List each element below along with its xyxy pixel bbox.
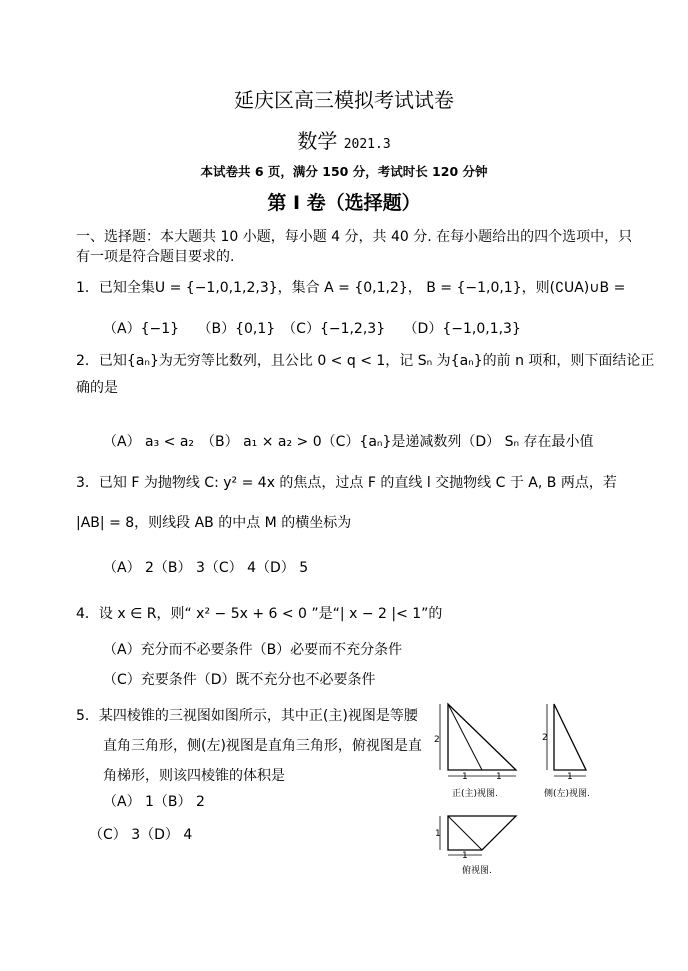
front-width-label-2: 1 [496,772,502,782]
q4-stem: 4．设 x ∈ R，则“ x² − 5x + 6 < 0 ”是“| x − 2 |< 1”的 [76,606,443,622]
exam-title: 延庆区高三模拟考试试卷 [234,88,454,112]
subject-line [0,125,688,154]
side-height-label: 2 [542,733,548,743]
section-title: 第 I 卷（选择题） [267,192,421,214]
q5-options-line-1: （A） 1（B） 2 [103,794,205,810]
three-view-figure [436,698,606,878]
instructions-line-1: 一、选择题：本大题共 10 小题，每小题 4 分，共 40 分. 在每小题给出的四个选项中，只 [76,229,633,245]
q5-stem-line-3: 角梯形，则该四棱锥的体积是 [103,768,285,784]
front-width-label-1: 1 [462,772,468,782]
exam-note: 本试卷共 6 页，满分 150 分，考试时长 120 分钟 [200,164,488,179]
front-view [434,704,516,799]
side-view [542,704,590,799]
q2-stem-line-1: 2．已知{aₙ}为无穷等比数列，且公比 0 < q < 1，记 Sₙ 为{aₙ}的前 n 项和，则下面结论正 [76,353,655,369]
side-view-caption: 侧(左)视图. [544,789,590,799]
side-width-label: 1 [567,772,573,782]
q2-stem-line-2: 确的是 [76,380,118,396]
subject-name: 数学 [297,129,338,153]
q2-options: （A） a₃ < a₂ （B） a₁ × a₂ > 0（C）{aₙ}是递减数列（D） Sₙ 存在最小值 [103,434,594,450]
top-height-label: 1 [435,829,441,839]
q5-stem-line-2: 直角三角形，侧(左)视图是直角三角形，俯视图是直 [103,738,422,754]
q3-stem-line-1: 3．已知 F 为抛物线 C: y² = 4x 的焦点，过点 F 的直线 l 交抛物线 C 于 A, B 两点，若 [76,475,617,491]
q3-stem-line-2: |AB| = 8，则线段 AB 的中点 M 的横坐标为 [76,515,352,531]
top-view-caption: 俯视图. [462,866,492,876]
top-view [435,816,516,876]
instructions-line-2: 有一项是符合题目要求的. [76,249,235,265]
q1-stem: 1．已知全集U = {−1,0,1,2,3}，集合 A = {0,1,2}， B = {−1,0,1}，则(∁UA)∪B = [76,280,626,296]
front-view-caption: 正(主)视图. [452,789,498,799]
front-height-label: 2 [434,735,440,745]
top-width-label: 1 [462,851,468,861]
q3-options: （A） 2（B） 3（C） 4（D） 5 [103,560,309,576]
exam-date: 2021.3 [343,137,391,152]
q4-options-line-2: （C）充要条件（D）既不充分也不必要条件 [103,672,376,688]
q5-options-line-2: （C） 3（D） 4 [89,827,193,843]
q5-stem-line-1: 5．某四棱锥的三视图如图所示，其中正(主)视图是等腰 [76,708,418,724]
q1-options: （A）{−1} （B）{0,1} （C）{−1,2,3} （D）{−1,0,1,3} [103,321,521,337]
q4-options-line-1: （A）充分而不必要条件（B）必要而不充分条件 [103,642,403,658]
